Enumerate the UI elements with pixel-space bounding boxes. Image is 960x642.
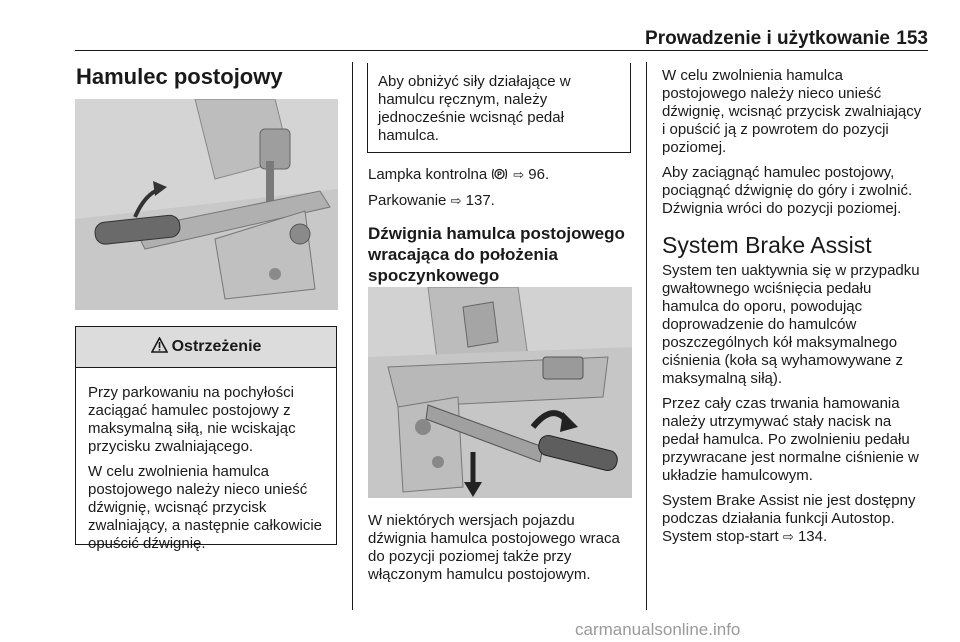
svg-text:P: P bbox=[497, 171, 503, 179]
section-title: Hamulec postojowy bbox=[76, 64, 283, 89]
page-reference-arrow-icon: ⇨ bbox=[782, 530, 794, 545]
handbrake-lever-figure bbox=[75, 99, 338, 310]
column-2-text bbox=[368, 165, 634, 294]
parking-page-link[interactable]: 137. bbox=[465, 192, 495, 209]
brake-assist-paragraph-last: System Brake Assist nie jest dostępny podczas działania funkcji Autostop. System stop-start ⇨ 134. bbox=[662, 492, 916, 545]
warning-paragraph: Przy parkowaniu na pochyłości zaciągać hamulec postojowy z maksymalną siłą, nie wciskając przycisku zwalniającego. bbox=[88, 384, 296, 455]
watermark: carmanualsonline.info bbox=[575, 620, 741, 639]
apply-paragraph: Aby zaciągnąć hamulec postojowy, pociągnąć dźwignię do góry i zwolnić. Dźwignia wróci do pozycji poziomej. bbox=[662, 164, 913, 217]
note-box bbox=[367, 63, 631, 153]
stop-start-page-link[interactable]: 134. bbox=[797, 528, 828, 545]
note-text: Aby obniżyć siły działające w hamulcu ręcznym, należy jednocześnie wcisnąć pedał hamulca. bbox=[378, 73, 571, 144]
warning-heading: Ostrzeżenie bbox=[171, 338, 262, 355]
brake-lamp-icon bbox=[491, 165, 513, 183]
brake-assist-paragraph: System ten uaktywnia się w przypadku gwałtownego wciśnięcia pedału hamulca do oporu, powodując doprowadzenie do hamulców poszczególnych kół maksymalnego ciśnienia (koła są wyhamowywane z maksymalną siłą). bbox=[662, 262, 920, 387]
warning-paragraph: W celu zwolnienia hamulca postojowego należy nieco unieść dźwignię, wcisnąć przycisk zwalniający, a następnie całkowicie opuścić dźwignię. bbox=[88, 463, 323, 552]
warning-triangle-icon bbox=[151, 337, 168, 358]
warning-header bbox=[76, 327, 336, 368]
parking-reference: Parkowanie ⇨ 137. bbox=[368, 192, 495, 209]
column-divider-1 bbox=[352, 62, 353, 610]
warning-box bbox=[75, 326, 337, 552]
header-title: Prowadzenie i użytkowanie bbox=[645, 28, 890, 49]
column-divider-2 bbox=[646, 62, 647, 610]
lamp-page-link[interactable]: 96. bbox=[528, 166, 550, 183]
header-rule bbox=[75, 50, 928, 51]
lever-return-text: W niektórych wersjach pojazdu dźwignia hamulca postojowego wraca do pozycji poziomej także przy włączonym hamulcu postojowym. bbox=[368, 512, 620, 583]
release-paragraph: W celu zwolnienia hamulca postojowego należy nieco unieść dźwignię, wcisnąć przycisk zwalniający i opuścić ją z powrotem do pozycji poziomej. bbox=[662, 67, 922, 156]
lamp-reference: Lampka kontrolna P ⇨ 96. bbox=[368, 166, 550, 183]
brake-assist-heading: System Brake Assist bbox=[662, 232, 872, 258]
page-reference-arrow-icon: ⇨ bbox=[513, 168, 525, 183]
column-3-text bbox=[662, 67, 928, 554]
brake-assist-paragraph: Przez cały czas trwania hamowania należy utrzymywać stały nacisk na pedał hamulca. Po zwolnieniu pedału przywracane jest normalne ciśnienie w układzie hamulcowym. bbox=[662, 395, 919, 484]
lever-return-heading: Dźwignia hamulca postojowego wracająca do położenia spoczynkowego bbox=[368, 224, 625, 285]
page-number: 153 bbox=[896, 28, 928, 49]
page-reference-arrow-icon: ⇨ bbox=[450, 194, 462, 209]
lever-return-figure bbox=[368, 287, 632, 498]
lever-return-text-block bbox=[368, 512, 636, 591]
